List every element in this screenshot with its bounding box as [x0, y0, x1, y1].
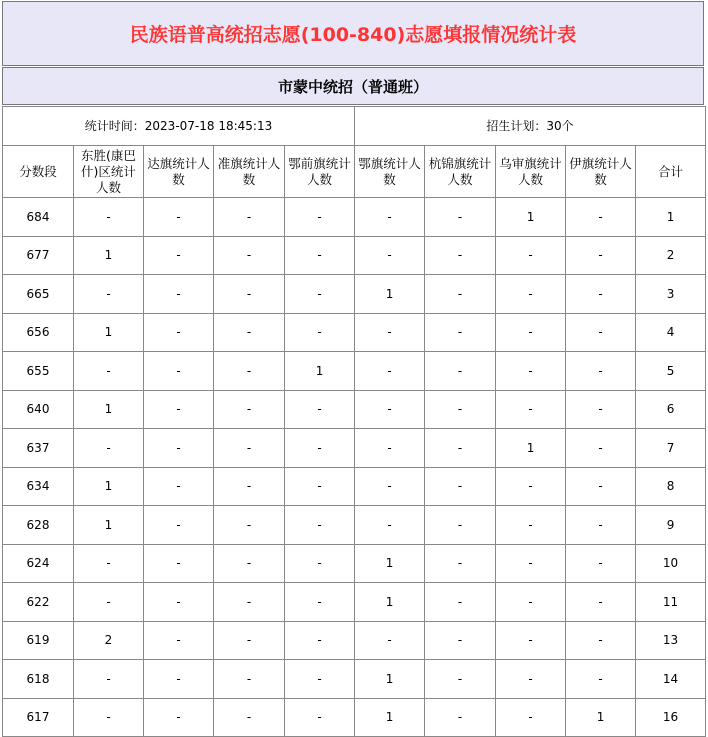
table-cell: -: [214, 583, 285, 622]
table-cell: -: [355, 429, 425, 468]
table-cell: -: [144, 506, 214, 545]
table-cell: -: [214, 236, 285, 275]
table-cell: -: [144, 198, 214, 237]
table-cell: -: [74, 198, 144, 237]
table-cell: -: [144, 390, 214, 429]
table-cell: -: [144, 621, 214, 660]
table-cell: -: [496, 621, 566, 660]
table-cell: -: [285, 506, 355, 545]
table-cell: 637: [3, 429, 74, 468]
table-cell: -: [285, 583, 355, 622]
table-cell: -: [355, 467, 425, 506]
table-cell: 3: [636, 275, 706, 314]
table-cell: -: [496, 583, 566, 622]
table-cell: 16: [636, 698, 706, 737]
table-cell: -: [566, 236, 636, 275]
table-cell: -: [144, 467, 214, 506]
table-row: [3, 275, 706, 314]
header-hangjinqi: 杭锦旗统计人数: [425, 146, 496, 198]
table-cell: 4: [636, 313, 706, 352]
enrollment-plan: 招生计划：30个: [355, 107, 706, 146]
table-cell: 622: [3, 583, 74, 622]
table-cell: -: [355, 621, 425, 660]
stat-time: 统计时间：2023-07-18 18:45:13: [3, 107, 355, 146]
table-cell: -: [496, 352, 566, 391]
table-cell: -: [285, 313, 355, 352]
table-cell: 617: [3, 698, 74, 737]
table-row: [3, 313, 706, 352]
table-row: [3, 429, 706, 468]
table-cell: -: [566, 660, 636, 699]
table-row: [3, 621, 706, 660]
table-cell: -: [144, 236, 214, 275]
table-cell: -: [214, 352, 285, 391]
table-cell: 618: [3, 660, 74, 699]
table-cell: -: [425, 698, 496, 737]
table-row: [3, 506, 706, 545]
table-cell: 677: [3, 236, 74, 275]
table-cell: -: [496, 506, 566, 545]
header-total: 合计: [636, 146, 706, 198]
table-cell: -: [425, 198, 496, 237]
table-cell: -: [425, 390, 496, 429]
table-cell: -: [74, 352, 144, 391]
table-cell: -: [355, 236, 425, 275]
table-cell: -: [285, 544, 355, 583]
table-cell: -: [425, 467, 496, 506]
table-cell: 628: [3, 506, 74, 545]
table-cell: -: [496, 660, 566, 699]
header-daqi: 达旗统计人数: [144, 146, 214, 198]
table-cell: -: [144, 583, 214, 622]
table-cell: -: [425, 583, 496, 622]
header-score: 分数段: [3, 146, 74, 198]
table-cell: 655: [3, 352, 74, 391]
table-cell: 665: [3, 275, 74, 314]
table-cell: 1: [355, 544, 425, 583]
table-cell: -: [566, 390, 636, 429]
table-cell: -: [285, 467, 355, 506]
table-cell: -: [214, 429, 285, 468]
table-cell: 7: [636, 429, 706, 468]
table-cell: 1: [496, 429, 566, 468]
table-cell: -: [496, 544, 566, 583]
table-cell: 1: [636, 198, 706, 237]
table-cell: 2: [74, 621, 144, 660]
table-cell: 2: [636, 236, 706, 275]
table-cell: -: [285, 660, 355, 699]
page-subtitle: 市蒙中统招（普通班）: [2, 67, 704, 105]
table-cell: -: [74, 698, 144, 737]
table-cell: -: [214, 198, 285, 237]
table-cell: -: [214, 660, 285, 699]
table-cell: -: [496, 467, 566, 506]
table-cell: -: [496, 275, 566, 314]
table-cell: -: [425, 506, 496, 545]
table-cell: -: [285, 275, 355, 314]
meta-row: [3, 107, 706, 146]
table-cell: 1: [74, 313, 144, 352]
table-cell: -: [144, 429, 214, 468]
table-cell: -: [74, 429, 144, 468]
table-cell: -: [425, 313, 496, 352]
table-cell: 5: [636, 352, 706, 391]
table-row: [3, 544, 706, 583]
table-cell: 640: [3, 390, 74, 429]
table-cell: 9: [636, 506, 706, 545]
table-cell: 14: [636, 660, 706, 699]
table-cell: -: [566, 313, 636, 352]
table-cell: -: [425, 275, 496, 314]
header-dongsheng: 东胜(康巴什)区统计人数: [74, 146, 144, 198]
table-cell: 1: [496, 198, 566, 237]
table-cell: -: [214, 467, 285, 506]
table-cell: -: [74, 583, 144, 622]
header-yiqi: 伊旗统计人数: [566, 146, 636, 198]
table-cell: 1: [74, 467, 144, 506]
table-cell: 1: [74, 390, 144, 429]
table-cell: -: [214, 275, 285, 314]
table-cell: -: [566, 352, 636, 391]
table-row: [3, 467, 706, 506]
table-cell: -: [144, 352, 214, 391]
table-cell: -: [425, 429, 496, 468]
table-row: [3, 352, 706, 391]
header-eqi: 鄂旗统计人数: [355, 146, 425, 198]
table-cell: -: [496, 698, 566, 737]
table-cell: -: [425, 352, 496, 391]
table-cell: 1: [355, 698, 425, 737]
table-row: [3, 390, 706, 429]
table-cell: -: [496, 236, 566, 275]
table-row: [3, 583, 706, 622]
table-cell: -: [425, 236, 496, 275]
table-cell: -: [496, 390, 566, 429]
table-cell: 1: [355, 660, 425, 699]
table-cell: -: [285, 621, 355, 660]
table-cell: -: [74, 275, 144, 314]
header-row: [3, 146, 706, 198]
table-cell: -: [74, 660, 144, 699]
table-cell: -: [144, 275, 214, 314]
header-wushenqi: 乌审旗统计人数: [496, 146, 566, 198]
table-cell: -: [144, 698, 214, 737]
table-cell: -: [214, 506, 285, 545]
table-cell: 656: [3, 313, 74, 352]
table-cell: 1: [74, 236, 144, 275]
table-cell: -: [285, 236, 355, 275]
table-cell: 624: [3, 544, 74, 583]
table-cell: -: [214, 313, 285, 352]
table-cell: -: [285, 390, 355, 429]
table-cell: 8: [636, 467, 706, 506]
table-cell: -: [144, 544, 214, 583]
table-cell: -: [285, 429, 355, 468]
table-cell: 1: [355, 275, 425, 314]
table-row: [3, 198, 706, 237]
table-cell: -: [214, 621, 285, 660]
table-cell: -: [425, 660, 496, 699]
table-cell: -: [425, 544, 496, 583]
table-cell: -: [144, 313, 214, 352]
table-cell: -: [285, 198, 355, 237]
table-cell: -: [214, 698, 285, 737]
table-cell: 1: [285, 352, 355, 391]
stats-table: [2, 106, 706, 737]
table-cell: 1: [566, 698, 636, 737]
table-cell: -: [355, 390, 425, 429]
header-eqianqi: 鄂前旗统计人数: [285, 146, 355, 198]
header-zhunqi: 准旗统计人数: [214, 146, 285, 198]
table-cell: -: [144, 660, 214, 699]
page-title: 民族语普高统招志愿(100-840)志愿填报情况统计表: [2, 1, 704, 66]
table-row: [3, 698, 706, 737]
table-cell: -: [355, 198, 425, 237]
table-cell: -: [566, 275, 636, 314]
table-cell: 619: [3, 621, 74, 660]
table-row: [3, 660, 706, 699]
table-cell: 634: [3, 467, 74, 506]
table-cell: -: [355, 352, 425, 391]
table-cell: -: [496, 313, 566, 352]
table-cell: 1: [74, 506, 144, 545]
table-cell: 10: [636, 544, 706, 583]
table-cell: -: [355, 313, 425, 352]
table-cell: 1: [355, 583, 425, 622]
table-cell: 684: [3, 198, 74, 237]
table-cell: 11: [636, 583, 706, 622]
table-cell: 6: [636, 390, 706, 429]
table-cell: -: [566, 198, 636, 237]
table-cell: -: [355, 506, 425, 545]
table-cell: -: [566, 544, 636, 583]
table-cell: -: [74, 544, 144, 583]
table-cell: -: [214, 544, 285, 583]
table-cell: 13: [636, 621, 706, 660]
table-cell: -: [285, 698, 355, 737]
table-row: [3, 236, 706, 275]
table-cell: -: [566, 429, 636, 468]
table-cell: -: [425, 621, 496, 660]
table-cell: -: [214, 390, 285, 429]
table-cell: -: [566, 621, 636, 660]
table-cell: -: [566, 583, 636, 622]
table-cell: -: [566, 506, 636, 545]
table-cell: -: [566, 467, 636, 506]
